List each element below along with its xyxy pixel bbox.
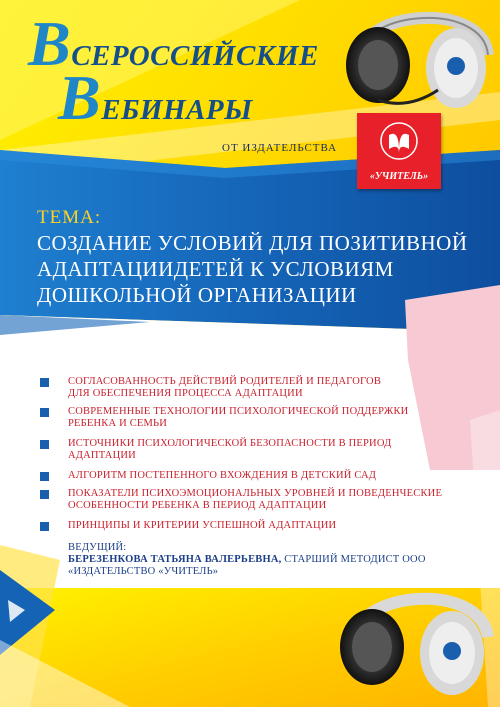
- title-line-2: [58, 62, 253, 133]
- theme-title-line: ДОШКОЛЬНОЙ ОРГАНИЗАЦИИ: [37, 283, 357, 307]
- logo-text: «УЧИТЕЛЬ»: [369, 171, 429, 182]
- headset-icon: [338, 0, 500, 130]
- title-rest: ЕБИНАРЫ: [101, 94, 253, 126]
- topic-text: [68, 470, 468, 482]
- topic-text: [68, 488, 468, 512]
- bullet-square-icon: [40, 522, 49, 531]
- topic-text: [68, 376, 468, 400]
- theme-title-line: СОЗДАНИЕ УСЛОВИЙ ДЛЯ ПОЗИТИВНОЙ: [37, 231, 468, 255]
- topic-line: РЕБЕНКА И СЕМЬИ: [68, 418, 168, 429]
- title-rest: СЕРОССИЙСКИЕ: [71, 40, 319, 72]
- topic-line: СОВРЕМЕННЫЕ ТЕХНОЛОГИИ ПСИХОЛОГИЧЕСКОЙ ПОДДЕРЖКИ: [68, 406, 409, 417]
- topic-line: СОГЛАСОВАННОСТЬ ДЕЙСТВИЙ РОДИТЕЛЕЙ И ПЕДАГОГОВ: [68, 376, 382, 387]
- book-logo-icon: [379, 121, 419, 161]
- bullet-square-icon: [40, 440, 49, 449]
- title-initial: В: [58, 62, 102, 133]
- title-initial: В: [28, 8, 72, 79]
- topic-line: ИСТОЧНИКИ ПСИХОЛОГИЧЕСКОЙ БЕЗОПАСНОСТИ В ПЕРИОД: [68, 438, 392, 449]
- presenter-name: БЕРЕЗЕНКОВА ТАТЬЯНА ВАЛЕРЬЕВНА,: [68, 554, 282, 565]
- presenter-line: [68, 554, 458, 566]
- topic-line: ПОКАЗАТЕЛИ ПСИХОЭМОЦИОНАЛЬНЫХ УРОВНЕЙ И ПОВЕДЕНЧЕСКИЕ: [68, 488, 443, 499]
- publisher-logo: [357, 113, 441, 189]
- topic-line: ОСОБЕННОСТИ РЕБЕНКА В ПЕРИОД АДАПТАЦИИ: [68, 500, 327, 511]
- topic-line: АЛГОРИТМ ПОСТЕПЕННОГО ВХОЖДЕНИЯ В ДЕТСКИЙ САД: [68, 470, 377, 481]
- theme-label: ТЕМА:: [37, 207, 102, 228]
- presenter-block: [68, 542, 458, 578]
- theme-title: [37, 230, 477, 308]
- presenter-org: «ИЗДАТЕЛЬСТВО «УЧИТЕЛЬ»: [68, 566, 219, 577]
- headset-icon: [330, 575, 500, 707]
- bullet-square-icon: [40, 408, 49, 417]
- topic-line: АДАПТАЦИИ: [68, 450, 136, 461]
- publisher-label: ОТ ИЗДАТЕЛЬСТВА: [222, 142, 338, 154]
- topic-text: [68, 520, 468, 532]
- topic-line: ПРИНЦИПЫ И КРИТЕРИИ УСПЕШНОЙ АДАПТАЦИИ: [68, 520, 337, 531]
- bullet-square-icon: [40, 490, 49, 499]
- presenter-role: СТАРШИЙ МЕТОДИСТ ООО: [281, 554, 426, 565]
- topic-line: ДЛЯ ОБЕСПЕЧЕНИЯ ПРОЦЕССА АДАПТАЦИИ: [68, 388, 303, 399]
- bullet-square-icon: [40, 472, 49, 481]
- theme-title-line: АДАПТАЦИИДЕТЕЙ К УСЛОВИЯМ: [37, 257, 394, 281]
- presenter-label: ВЕДУЩИЙ:: [68, 542, 127, 553]
- topic-text: [68, 406, 468, 430]
- bullet-square-icon: [40, 378, 49, 387]
- topic-text: [68, 438, 468, 462]
